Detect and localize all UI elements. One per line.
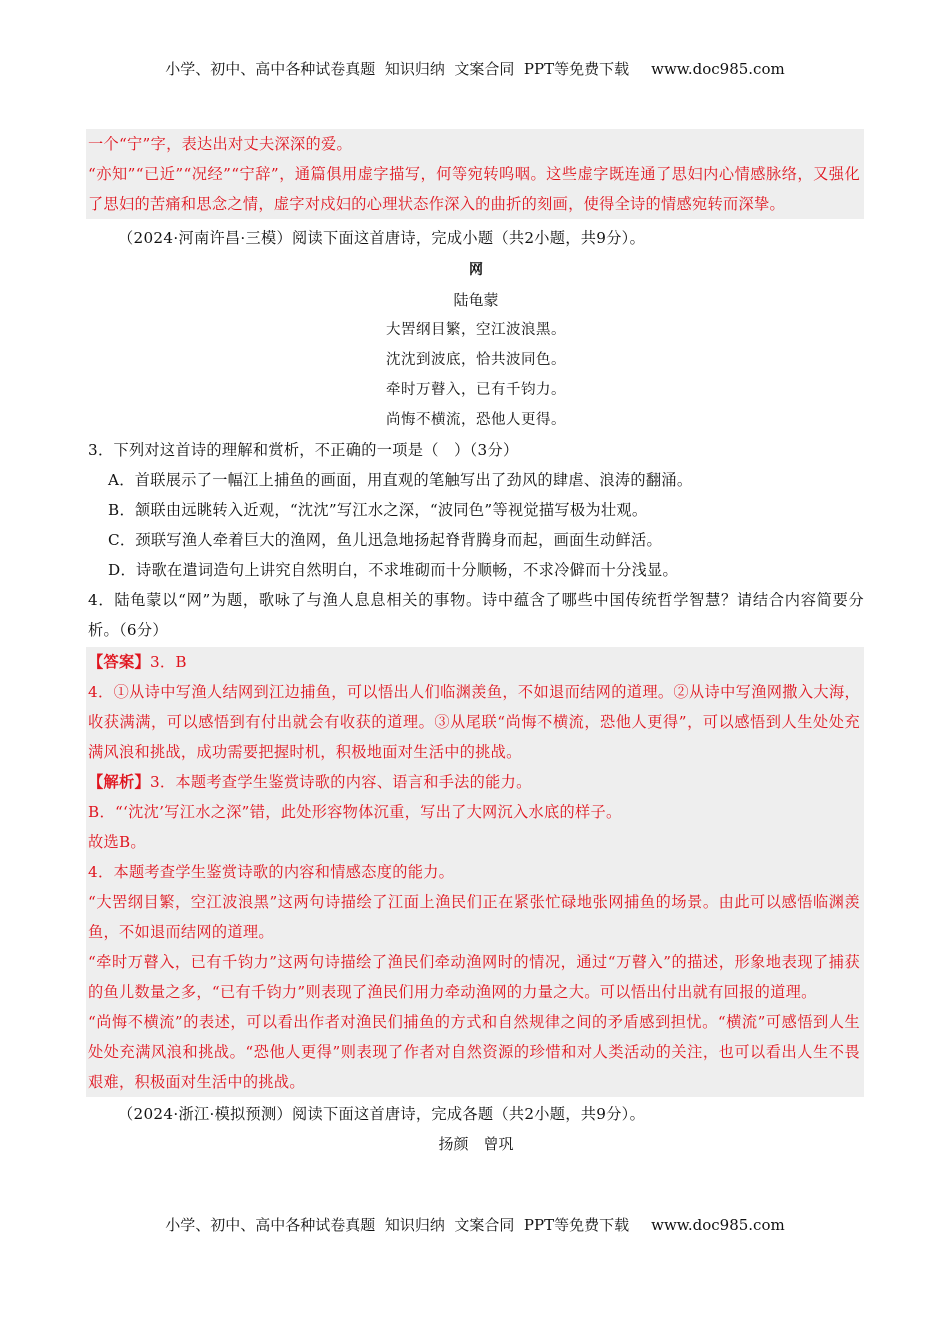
page-footer: [0, 1214, 950, 1235]
analysis-p5: “大罟纲目繁，空江波浪黑”这两句诗描绘了江面上渔民们正在紧张忙碌地张网捕鱼的场景。由此可以感悟临渊羡鱼，不如退而结网的道理。: [88, 893, 860, 941]
question-3-option-c: C．颈联写渔人牵着巨大的渔网，鱼儿迅急地扬起脊背腾身而起，画面生动鲜活。: [108, 531, 662, 549]
analysis-p6: “牵时万瞽入，已有千钧力”这两句诗描绘了渔民们牵动渔网时的情况，通过“万瞽入”的描述，形象地表现了捕获的鱼儿数量之多，“已有千钧力”则表现了渔民们用力牵动渔网的力量之大。可以悟出付出就有回报的道理。: [88, 953, 860, 1001]
next-question-intro: （2024·浙江·模拟预测）阅读下面这首唐诗，完成各题（共2小题，共9分）。: [118, 1105, 646, 1123]
poem-line: 沈沈到波底，恰共波同色。: [386, 352, 566, 368]
analysis-label: 【解析】: [88, 773, 150, 791]
question-3-option-d: D．诗歌在遣词造句上讲究自然明白，不求堆砌而十分顺畅，不求冷僻而十分浅显。: [108, 561, 679, 579]
prev-line: 一个“宁”字，表达出对丈夫深深的爱。: [88, 135, 352, 153]
previous-analysis-block: [86, 129, 864, 219]
poem-line: 大罟纲目繁，空江波浪黑。: [386, 322, 566, 338]
answer-label: 【答案】: [88, 653, 150, 671]
question-3-option-b: B．颔联由远眺转入近观，“沈沈”写江水之深，“波同色”等视觉描写极为壮观。: [108, 501, 648, 519]
poem-line: 尚悔不横流，恐他人更得。: [386, 412, 566, 428]
poem-author: 陆龟蒙: [453, 291, 499, 309]
answer-4: 4．①从诗中写渔人结网到江边捕鱼，可以悟出人们临渊羡鱼，不如退而结网的道理。②从诗中写渔网撒入大海，收获满满，可以感悟到有付出就会有收获的道理。③从尾联“尚悔不横流，恐他人更得”，可以感悟到人生处处充满风浪和挑战，成功需要把握时机，积极地面对生活中的挑战。: [88, 683, 860, 761]
analysis-p3: 故选B。: [88, 833, 146, 851]
prev-paragraph: “亦知”“已近”“况经”“宁辞”，通篇俱用虚字描写，何等宛转呜咽。这些虚字既连通了思妇内心情感脉络，又强化了思妇的苦痛和思念之情，虚字对戍妇的心理状态作深入的曲折的刻画，使得全诗的情感宛转而深挚。: [88, 165, 860, 213]
question-4-stem: 4．陆龟蒙以“网”为题，歌咏了与渔人息息相关的事物。诗中蕴含了哪些中国传统哲学智慧？请结合内容简要分析。（6分）: [88, 591, 864, 639]
next-poem-title: 扬颜 曾巩: [438, 1135, 514, 1153]
poem-title: 网: [469, 262, 483, 278]
question-intro: （2024·河南许昌·三模）阅读下面这首唐诗，完成小题（共2小题，共9分）。: [118, 229, 646, 247]
analysis-p7: “尚悔不横流”的表述，可以看出作者对渔民们捕鱼的方式和自然规律之间的矛盾感到担忧。“横流”可感悟到人生处处充满风浪和挑战。“恐他人更得”则表现了作者对自然资源的珍惜和对人类活动的关注，也可以看出人生不畏艰难，积极面对生活中的挑战。: [88, 1013, 860, 1091]
poem: [88, 255, 864, 435]
answer-block: [86, 647, 864, 1097]
page-header: [0, 58, 950, 79]
footer-text: 小学、初中、高中各种试卷真题 知识归纳 文案合同 PPT等免费下载: [165, 1216, 630, 1234]
poem-line: 牵时万瞽入，已有千钧力。: [386, 382, 566, 398]
analysis-p1: 3．本题考查学生鉴赏诗歌的内容、语言和手法的能力。: [149, 773, 532, 791]
answer-3: 3．B: [149, 653, 187, 671]
analysis-p4: 4．本题考查学生鉴赏诗歌的内容和情感态度的能力。: [88, 863, 455, 881]
analysis-p2: B．“‘沈沈’写江水之深”错，此处形容物体沉重，写出了大网沉入水底的样子。: [88, 803, 622, 821]
footer-url[interactable]: www.doc985.com: [651, 1216, 785, 1234]
question-3-option-a: A．首联展示了一幅江上捕鱼的画面，用直观的笔触写出了劲风的肆虐、浪涛的翻涌。: [108, 471, 693, 489]
document-body: [88, 129, 864, 1159]
header-url[interactable]: www.doc985.com: [651, 60, 785, 78]
header-text: 小学、初中、高中各种试卷真题 知识归纳 文案合同 PPT等免费下载: [165, 60, 630, 78]
question-3-stem: 3．下列对这首诗的理解和赏析，不正确的一项是（ ）（3分）: [88, 441, 519, 459]
